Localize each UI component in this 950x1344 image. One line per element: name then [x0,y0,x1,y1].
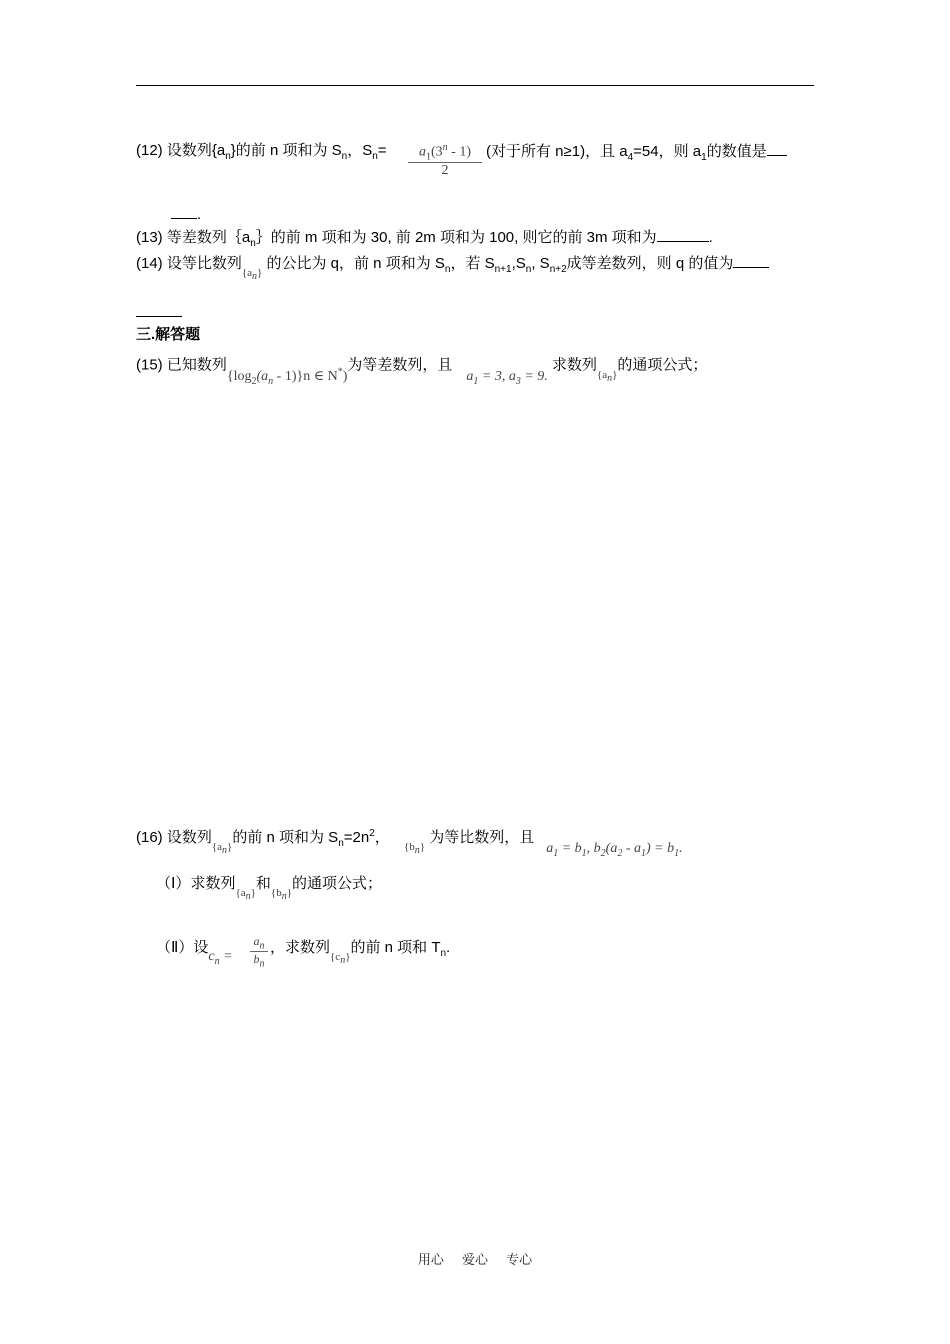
sequence-an: {an} [241,267,263,283]
question-number: (14) [136,255,163,272]
sn-formula-fraction: $a_1(3^n - 1)$ 2 [408,142,482,179]
question-12-cont: (对于所有 n≥1)，且 $a_4=54$，则 $a_1$的数值是 [486,141,787,168]
question-14: (14) 设等比数列$_{\{a_n\}}$ 的公比为 q，前 n 项和为 $S_n$，若 $S_{n+1},S_n$, $S_{n+2}$成等差数列，则 q 的值为 [136,253,769,280]
question-13: (13) 等差数列$\{a_n\}$的前 m 项和为 30, 前 2m 项和为 100, 则它的前 3m 项和为 . [136,229,713,249]
question-12: (12) 设数列$\{a_n\}$的前 n 项和为 $S_n$，$S_n=$ [136,142,387,162]
question-number: (15) [136,356,163,374]
cn-variable: $c_n$ = [208,949,233,967]
answer-blank[interactable] [767,141,787,156]
sequence-bn: {bn} [270,887,292,903]
answer-blank[interactable] [733,253,769,268]
section-heading: 三.解答题 [136,326,201,343]
footer-item: 爱心 [461,1253,488,1268]
question-16-part-2-cont: ，求数列$_{\{c_n\}}$的前 n 项和 $T_n$. [270,939,451,967]
answer-blank[interactable] [136,302,182,317]
footer-item: 用心 [417,1253,444,1268]
cn-formula-fraction: $a_n$ $b_n$ [250,934,268,970]
question-number: (16) [136,829,163,846]
question-12-blank-cont: . [171,204,201,225]
initial-conditions: $a_1 = 3$, $a_3 = 9$. [466,368,548,387]
sequence-an: {an} [235,887,256,903]
sequence-cn: {cn} [330,951,351,967]
log-sequence: $\{\log_2(a_n - 1)\}n$ ∈ N*) [226,366,348,387]
question-16-part-1: （Ⅰ）求数列$_{\{a_n\}}$和$_{\{b_n\}}$的通项公式； [156,875,382,903]
given-relations: $a_1 = b_1$, $b_2(a_2 - a_1) = b_1$. [546,841,683,859]
question-14-blank-cont [136,302,182,323]
answer-blank[interactable] [171,204,197,219]
question-15: (15) 已知数列$\{\log_2(a_n - 1)\}n$ ∈ N*)为等差数列，且$a_1 = 3$, $a_3 = 9$. 求数列$_{\{a_n\}}$的通项公式； [136,356,708,387]
part-label: （Ⅱ） [156,939,194,956]
sequence-an: {an} [211,841,233,857]
sequence-an: {an} [596,368,618,384]
header-rule [136,85,814,86]
question-16: (16) 设数列$_{\{a_n\}}$的前 n 项和为 $S_n=2n^2$， $_{\{b_n\}}$ 为等比数列，且$a_1 = b_1$, $b_2(a_2 - a_1) = b_1$. [136,828,683,859]
sequence-bn: {bn} [403,841,426,857]
footer-item: 专心 [506,1253,533,1268]
question-number: (12) [136,142,163,159]
answer-blank[interactable] [657,227,709,242]
question-number: (13) [136,229,163,246]
part-label: （Ⅰ） [156,875,191,892]
question-16-part-2: （Ⅱ）设$c_n$ = [156,939,233,967]
page-footer [0,1249,950,1268]
